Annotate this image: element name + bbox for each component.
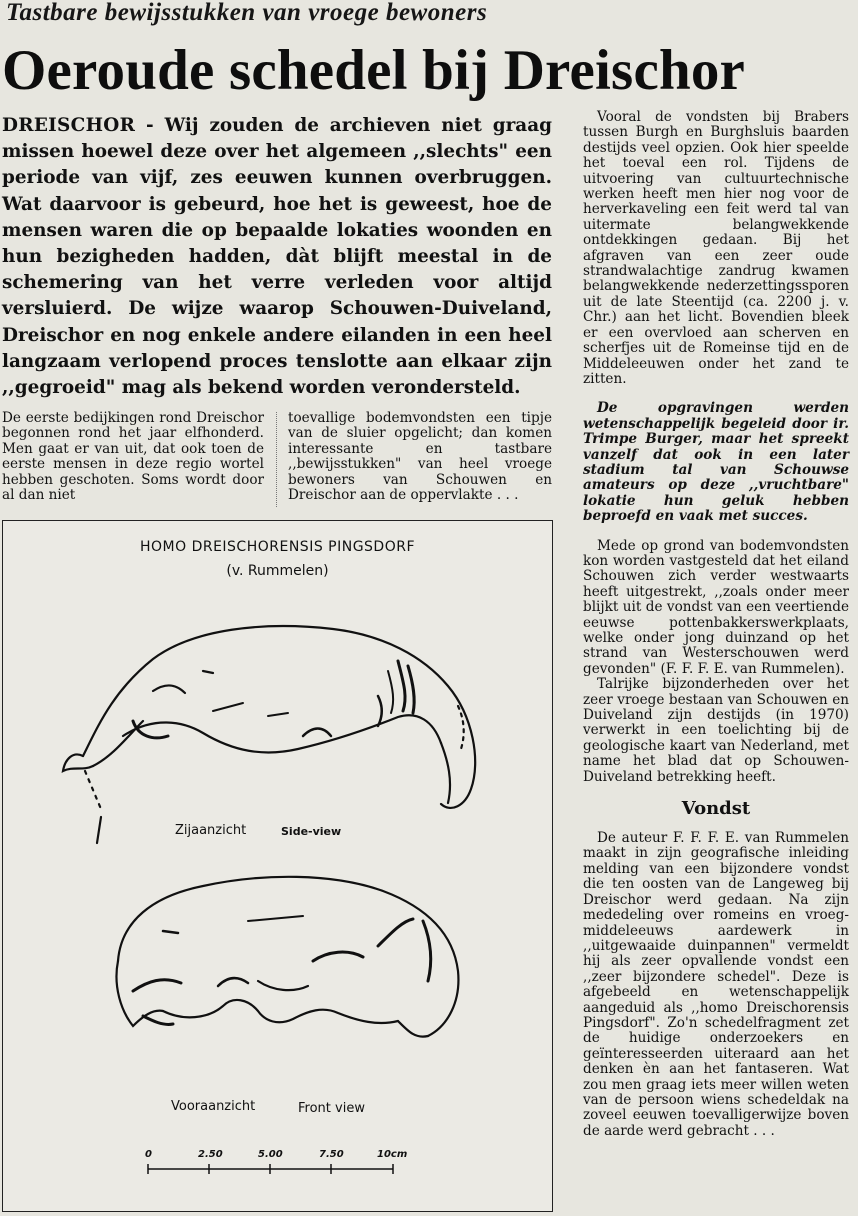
column-c-paragraph-2: De opgravingen werden wetenschappelijk begeleid door ir. Trimpe Burger, maar het spreekt vanzelf dat ook in een later stadium tal van Schouwse amateurs op deze ,,vruchtbare" lokatie hun geluk hebben beproefd en vaak met succes. [583, 400, 849, 525]
column-c-paragraph-1: Vooral de vondsten bij Brabers tussen Burgh en Burghsluis baarden destijds veel opzien. Ook hier speelde het toeval een rol. Tijdens de uitvoering van cultuurtechnische werken heeft men hier nog voor de herverkaveling een feit werd tal van uitermate belangwekkende ontdekkingen gedaan. Bij het afgraven van een zeer oude strandwalachtige zandrug kwamen belangwekkende nederzettingssporen uit de late Steentijd (ca. 2200 j. v. Chr.) aan het licht. Bovendien bleek er een overvloed aan scherven en scherfjes uit de Romeinse tijd en de Middeleeuwen onder het zand te zitten. [583, 109, 849, 387]
column-c-paragraph-3: Mede op grond van bodemvondsten kon worden vastgesteld dat het eiland Schouwen zich verder westwaarts heeft uitgestrekt, ,,zoals onder meer blijkt uit de vondst van een veertiende eeuwse pottenbakkerswerkplaats, welke onder jong duinzand op het strand van Westerschouwen werd gevonden" (F. F. F. E. van Rummelen). [583, 537, 849, 677]
column-a-text: De eerste bedijkingen rond Dreischor begonnen rond het jaar elfhonderd. Men gaat er van uit, dat ook toen de eerste mensen in deze regio wortel hebben geschoten. Soms wordt door al dan niet [2, 410, 264, 504]
headline: Oeroude schedel bij Dreischor [2, 39, 746, 102]
lead-paragraph [2, 113, 552, 401]
kicker: Tastbare bewijsstukken van vroege bewoners [6, 0, 488, 26]
skull-side-view-drawing [63, 626, 475, 843]
column-c [583, 110, 849, 1139]
skull-figure [2, 520, 553, 1212]
front-view-label-en: Front view [298, 1101, 365, 1116]
figure-credit: (v. Rummelen) [226, 563, 329, 579]
side-view-label-en: Side-view [281, 825, 342, 838]
scale-tick-5-00: 5.00 [258, 1149, 283, 1160]
side-view-label-nl: Zijaanzicht [175, 823, 247, 838]
figure-title: HOMO DREISCHORENSIS PINGSDORF [139, 539, 416, 555]
lead-text: - Wij zouden de archieven niet graag missen hoewel deze over het algemeen ,,slechts" een periode van vijf, zes eeuwen kunnen overbruggen. Wat daarvoor is gebeurd, hoe het is geweest, hoe de mensen waren die op bepaalde lokaties woonden en hun bezigheden hadden, dàt blijft meestal in de schemering van het verre verleden voor altijd versluierd. De wijze waarop Schouwen-Duiveland, Dreischor en nog enkele andere eilanden in een heel langzaam verlopend proces tenslotte aan elkaar zijn ,,gegroeid" mag als bekend worden verondersteld. [2, 115, 552, 399]
skull-drawings [3, 521, 552, 1211]
scale-tick-7-50: 7.50 [319, 1149, 344, 1160]
column-b-text: toevallige bodemvondsten een tipje van de sluier opgelicht; dan komen interessante en tastbare ,,bewijsstukken" van heel vroege bewoners van Schouwen en Dreischor aan de oppervlakte . . . [288, 410, 552, 504]
front-view-label-nl: Vooraanzicht [171, 1099, 256, 1114]
column-a [2, 411, 264, 503]
skull-front-view-drawing [116, 877, 458, 1037]
scale-bar [148, 1164, 393, 1174]
subhead-vondst: Vondst [681, 798, 751, 820]
column-c-paragraph-4: Talrijke bijzonderheden over het zeer vroege bestaan van Schouwen en Duiveland zijn destijds (in 1970) verwerkt in een toelichting bij de geologische kaart van Nederland, met name het blad dat op Schouwen-Duiveland betrekking heeft. [583, 676, 849, 785]
dateline: DREISCHOR [2, 115, 136, 136]
column-c-paragraph-5: De auteur F. F. F. E. van Rummelen maakt in zijn geografische inleiding melding van een bijzondere vondst die ten oosten van de Langeweg bij Dreischor werd gedaan. Na zijn mededeling over romeins en vroeg-middeleeuws aardewerk in ,,uitgewaaide duinpannen" vermeldt hij als zeer opvallende vondst een ,,zeer bijzondere schedel". Deze is afgebeeld en wetenschappelijk aangeduid als ,,homo Dreischorensis Pingsdorf". Zo'n schedelfragment zet de huidige onderzoekers en geïnteresseerden uiteraard aan het denken èn aan het fantaseren. Wat zou men graag iets meer willen weten van de persoon wiens schedeldak na zoveel eeuwen toevalligerwijze boven de aarde werd gebracht . . . [583, 830, 849, 1139]
scale-tick-0: 0 [145, 1149, 152, 1160]
scale-tick-10cm: 10cm [377, 1149, 408, 1160]
column-b [288, 411, 552, 503]
column-divider [276, 412, 277, 507]
scale-tick-2-50: 2.50 [198, 1149, 223, 1160]
